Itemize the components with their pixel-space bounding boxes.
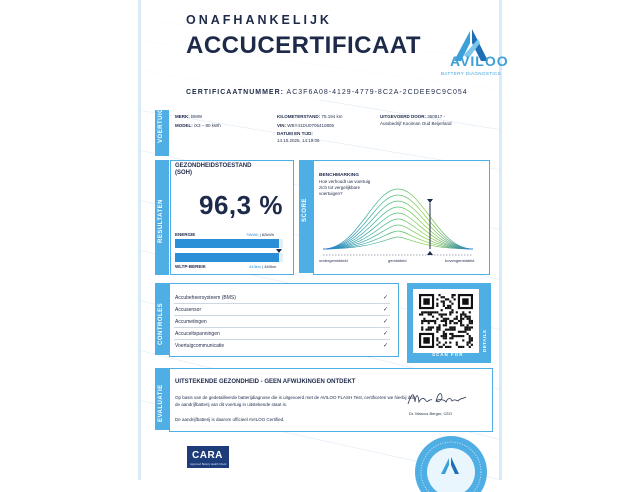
control-item-label: Accumetingen [175, 319, 207, 325]
axis-mid-label: gemiddeld [388, 258, 407, 263]
controls-tab-label: CONTROLES [158, 302, 164, 345]
control-item [174, 292, 390, 304]
qr-code-icon[interactable] [419, 294, 473, 348]
evaluation-text: Op basis van de gedetailleerde batterijdiagnose die is uitgevoerd met de AVILOO FLASH Test, certificeren we hierbij dat de aandrijfbatterij van dit voertuig in uitstekende staat is. [175, 395, 414, 407]
vin-row [277, 123, 334, 128]
energy-values [246, 232, 274, 237]
brand-name: AVILOO [450, 53, 509, 69]
certified-seal-icon [412, 432, 490, 492]
soh-title-line-2: (SOH) [175, 170, 192, 176]
energy-sep: | [258, 232, 262, 237]
by-value-2: Autobedrijf Kooiman Oud Beijerland [380, 121, 452, 126]
results-tab-label: RESULTATEN [158, 199, 164, 243]
range-values [249, 264, 276, 269]
certificate-number-value: AC3F6A08-4129-4779-8C2A-2CDEE9C9C054 [286, 89, 468, 96]
scan-side-label: DETAILS [482, 329, 487, 352]
range-max: 460km [264, 264, 277, 269]
km-row [277, 114, 342, 119]
vin-value: WBY41DU0705410805 [287, 123, 335, 128]
check-icon: ✓ [382, 343, 388, 349]
energy-now: 79kWh [246, 232, 259, 237]
vin-label: VIN: [277, 123, 286, 128]
axis-low-label: ondergemiddeld [319, 258, 348, 263]
energy-max: 82kWh [261, 232, 275, 237]
soh-value: 96,3 % [199, 190, 283, 220]
signature-icon [406, 388, 470, 410]
control-item-label: Accubeheersysteem (BMS) [175, 295, 236, 301]
control-item [174, 304, 390, 316]
by-label [380, 114, 445, 119]
benchmark-title: BENCHMARKING [319, 173, 359, 178]
check-icon: ✓ [382, 307, 388, 313]
range-marker-icon [276, 249, 282, 253]
by-value-1: 350817 - [427, 114, 446, 119]
cara-logo-text: CARA [192, 450, 223, 461]
control-item-label: Accuceltspanningen [175, 331, 220, 337]
range-sep: | [261, 264, 265, 269]
range-bar-fill [175, 253, 279, 262]
overline-text: ONAFHANKELIJK [186, 13, 332, 27]
soh-title-line-1: GEZONDHEIDSTOESTAND [175, 163, 252, 169]
score-tab-label: SCORE [302, 198, 308, 222]
model-row [175, 123, 221, 128]
certificate-number [186, 89, 468, 96]
evaluation-tab-label: EVALUATIE [158, 384, 164, 422]
merk-label: MERK: [175, 114, 190, 119]
check-icon: ✓ [382, 331, 388, 337]
cara-logo-subtitle: Approved Battery Health Check [190, 463, 227, 466]
signer-name: Dr. Marcus Berger, CEO [409, 411, 453, 416]
certificate-number-label: CERTIFICAATNUMMER: [186, 89, 284, 96]
km-value: 75.194 km [321, 114, 343, 119]
benchmark-question: Hoe verhoudt uw voertuig zich tot vergelijkbare voertuigen? [319, 179, 371, 196]
energy-bar-fill [175, 239, 279, 248]
model-value: iX3 – 80 kWh [194, 123, 221, 128]
brand-subtitle: BATTERY DIAGNOSTICS [441, 71, 502, 76]
km-label: KILOMETERSTAND: [277, 114, 321, 119]
control-item-label: Voertuigcommunicatie [175, 343, 225, 349]
range-label: WLTP-BEREIK [175, 264, 206, 269]
control-item [174, 340, 390, 351]
range-now: 443km [249, 264, 262, 269]
soh-title [175, 163, 251, 177]
merk-value: BMW [191, 114, 203, 119]
date-label-text: DATUM EN TIJD: [277, 131, 313, 136]
control-item-label: Accusensor [175, 307, 202, 313]
vehicle-tab-label: VOERTUIG [158, 107, 164, 143]
energy-label: ENERGIE [175, 232, 196, 237]
axis-high-label: bovengemiddeld [445, 258, 475, 263]
evaluation-certified-text: De aandrijfbatterij is daarom officieel AVILOO Certified. [175, 417, 285, 422]
by-label-text: UITGEVOERD DOOR: [380, 114, 427, 119]
control-item [174, 328, 390, 340]
check-icon: ✓ [382, 319, 388, 325]
date-label [277, 131, 313, 136]
merk-row [175, 114, 202, 119]
benchmark-curve [318, 183, 478, 265]
control-item [174, 316, 390, 328]
model-label: MODEL: [175, 123, 193, 128]
scan-label: SCAN FOR [432, 352, 464, 357]
certificate-title: ACCUCERTIFICAAT [186, 32, 422, 59]
check-icon: ✓ [382, 295, 388, 301]
date-value: 14.10.2025, 14:19:06 [277, 138, 320, 143]
evaluation-title: UITSTEKENDE GEZONDHEID - GEEN AFWIJKINGEN ONTDEKT [175, 379, 356, 385]
